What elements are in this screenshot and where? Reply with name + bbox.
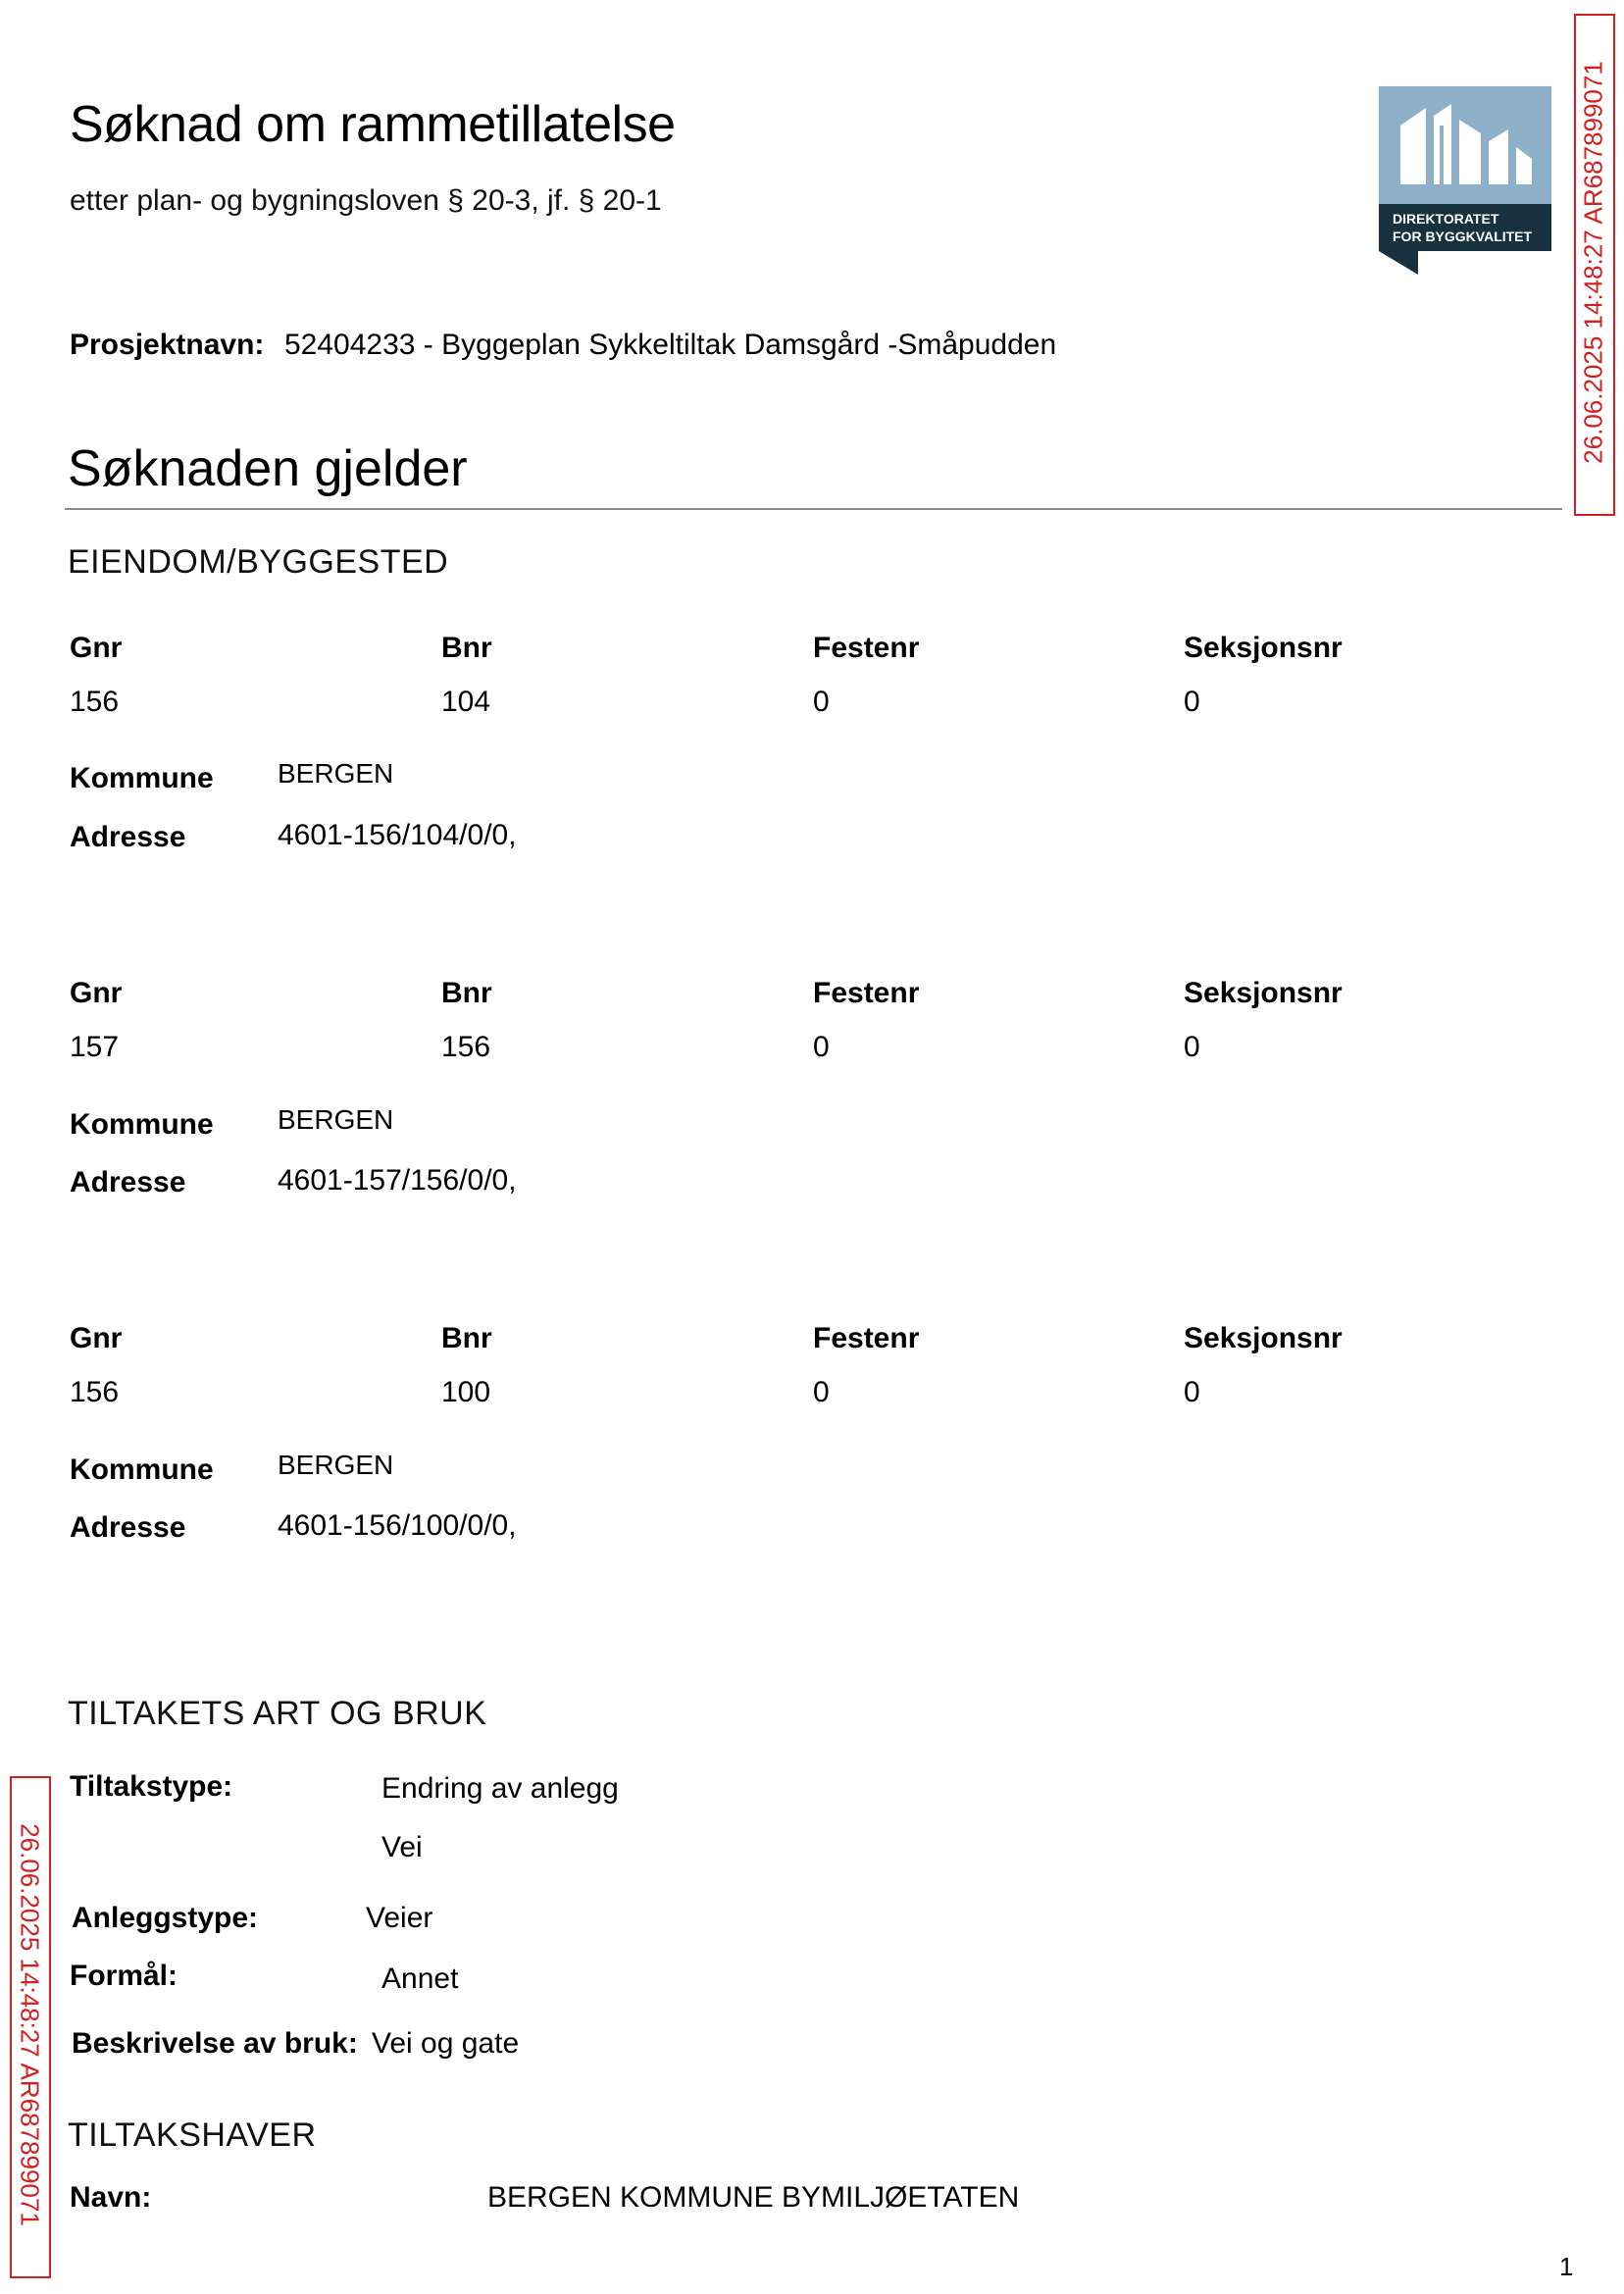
formal-value: Annet — [381, 1963, 459, 1995]
section-title: Søknaden gjelder — [68, 440, 468, 497]
seksjonsnr-value: 0 — [1184, 1376, 1200, 1408]
tiltak-heading: TILTAKETS ART OG BRUK — [68, 1695, 487, 1732]
festenr-value: 0 — [813, 686, 830, 718]
bnr-label: Bnr — [441, 1322, 492, 1354]
beskrivelse-value: Vei og gate — [372, 2027, 520, 2060]
festenr-label: Festenr — [813, 977, 920, 1009]
adresse-label: Adresse — [70, 1166, 186, 1198]
navn-value: BERGEN KOMMUNE BYMILJØETATEN — [487, 2181, 1020, 2214]
gnr-label: Gnr — [70, 977, 123, 1009]
navn-label: Navn: — [70, 2181, 152, 2214]
adresse-label: Adresse — [70, 821, 186, 853]
kommune-label: Kommune — [70, 1453, 214, 1486]
gnr-value: 156 — [70, 1376, 120, 1408]
bnr-label: Bnr — [441, 632, 492, 664]
tiltakstype-value-1: Endring av anlegg — [381, 1772, 619, 1805]
adresse-value: 4601-156/100/0/0, — [278, 1509, 517, 1542]
kommune-label: Kommune — [70, 762, 214, 794]
logo-graphic — [1379, 86, 1551, 275]
page-number: 1 — [1559, 2252, 1574, 2281]
bnr-value: 100 — [441, 1376, 491, 1408]
kommune-value: BERGEN — [278, 1104, 394, 1135]
stamp-text-top: 26.06.2025 14:48:27 AR687899071 — [1578, 61, 1608, 464]
adresse-value: 4601-156/104/0/0, — [278, 819, 517, 851]
timestamp-stamp-bottom — [10, 1776, 51, 2278]
project-name-label: Prosjektnavn: — [70, 329, 265, 361]
dibk-logo — [1379, 86, 1551, 275]
festenr-value: 0 — [813, 1031, 830, 1063]
tiltakstype-value-2: Vei — [381, 1831, 423, 1863]
adresse-value: 4601-157/156/0/0, — [278, 1164, 517, 1197]
seksjonsnr-label: Seksjonsnr — [1184, 1322, 1343, 1354]
festenr-label: Festenr — [813, 632, 920, 664]
seksjonsnr-value: 0 — [1184, 1031, 1200, 1063]
timestamp-stamp-top — [1574, 14, 1615, 516]
gnr-value: 157 — [70, 1031, 120, 1063]
gnr-label: Gnr — [70, 1322, 123, 1354]
festenr-value: 0 — [813, 1376, 830, 1408]
logo-text-line1: DIREKTORATET — [1393, 211, 1499, 227]
gnr-label: Gnr — [70, 632, 123, 664]
section-rule — [65, 508, 1562, 510]
kommune-value: BERGEN — [278, 1450, 394, 1480]
anleggstype-label: Anleggstype: — [72, 1902, 259, 1934]
document-title: Søknad om rammetillatelse — [70, 96, 676, 153]
tiltakstype-label: Tiltakstype: — [70, 1770, 233, 1803]
logo-text-line2: FOR BYGGKVALITET — [1393, 229, 1533, 244]
kommune-value: BERGEN — [278, 758, 394, 789]
formal-label: Formål: — [70, 1960, 178, 1992]
kommune-label: Kommune — [70, 1108, 214, 1141]
stamp-text-bottom: 26.06.2025 14:48:27 AR687899071 — [15, 1823, 45, 2226]
bnr-value: 156 — [441, 1031, 491, 1063]
beskrivelse-label: Beskrivelse av bruk: — [72, 2027, 358, 2060]
bnr-label: Bnr — [441, 977, 492, 1009]
tiltakshaver-heading: TILTAKSHAVER — [68, 2116, 317, 2154]
bnr-value: 104 — [441, 686, 491, 718]
adresse-label: Adresse — [70, 1511, 186, 1544]
seksjonsnr-value: 0 — [1184, 686, 1200, 718]
seksjonsnr-label: Seksjonsnr — [1184, 977, 1343, 1009]
gnr-value: 156 — [70, 686, 120, 718]
anleggstype-value: Veier — [366, 1902, 433, 1934]
document-subtitle: etter plan- og bygningsloven § 20-3, jf. § 20-1 — [70, 184, 662, 217]
seksjonsnr-label: Seksjonsnr — [1184, 632, 1343, 664]
project-name-value: 52404233 - Byggeplan Sykkeltiltak Damsgård -Småpudden — [284, 329, 1057, 361]
festenr-label: Festenr — [813, 1322, 920, 1354]
property-heading: EIENDOM/BYGGESTED — [68, 543, 449, 581]
